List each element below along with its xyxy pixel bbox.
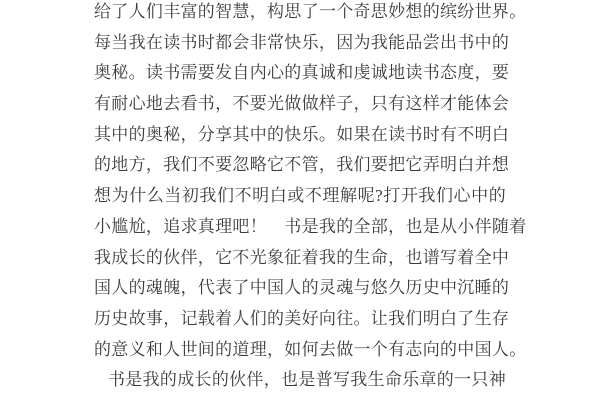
essay-line: 的地方，我们不要忽略它不管，我们要把它弄明白并想 (94, 155, 510, 175)
essay-line: 给了人们丰富的智慧，构思了一个奇思妙想的缤纷世界。 (94, 2, 527, 21)
essay-line-paragraph-start: 书是我的成长的伙伴，也是普写我生命乐章的一只神 (108, 370, 506, 390)
essay-line: 想为什么当初我们不明白或不理解呢?打开我们心中的 (94, 186, 506, 206)
essay-line: 有耐心地去看书，不要光做做样子，只有这样才能体会 (94, 94, 510, 114)
essay-line: 每当我在读书时都会非常快乐，因为我能品尝出书中的 (94, 32, 510, 52)
essay-line: 小尴尬，追求真理吧！ 书是我的全部，也是从小伴随着 (94, 216, 527, 236)
essay-line: 我成长的伙伴，它不光象征着我的生命，也谱写着全中 (94, 247, 510, 267)
essay-line: 奥秘。读书需要发自内心的真诚和虔诚地读书态度，要 (94, 63, 510, 83)
essay-line: 国人的魂魄，代表了中国人的灵魂与悠久历史中沉睡的 (94, 278, 510, 298)
essay-line: 其中的奥秘，分享其中的快乐。如果在读书时有不明白 (94, 124, 510, 144)
essay-line: 的意义和人世间的道理，如何去做一个有志向的中国人。 (94, 339, 527, 359)
essay-line: 历史故事，记载着人们的美好向往。让我们明白了生存 (94, 308, 510, 328)
